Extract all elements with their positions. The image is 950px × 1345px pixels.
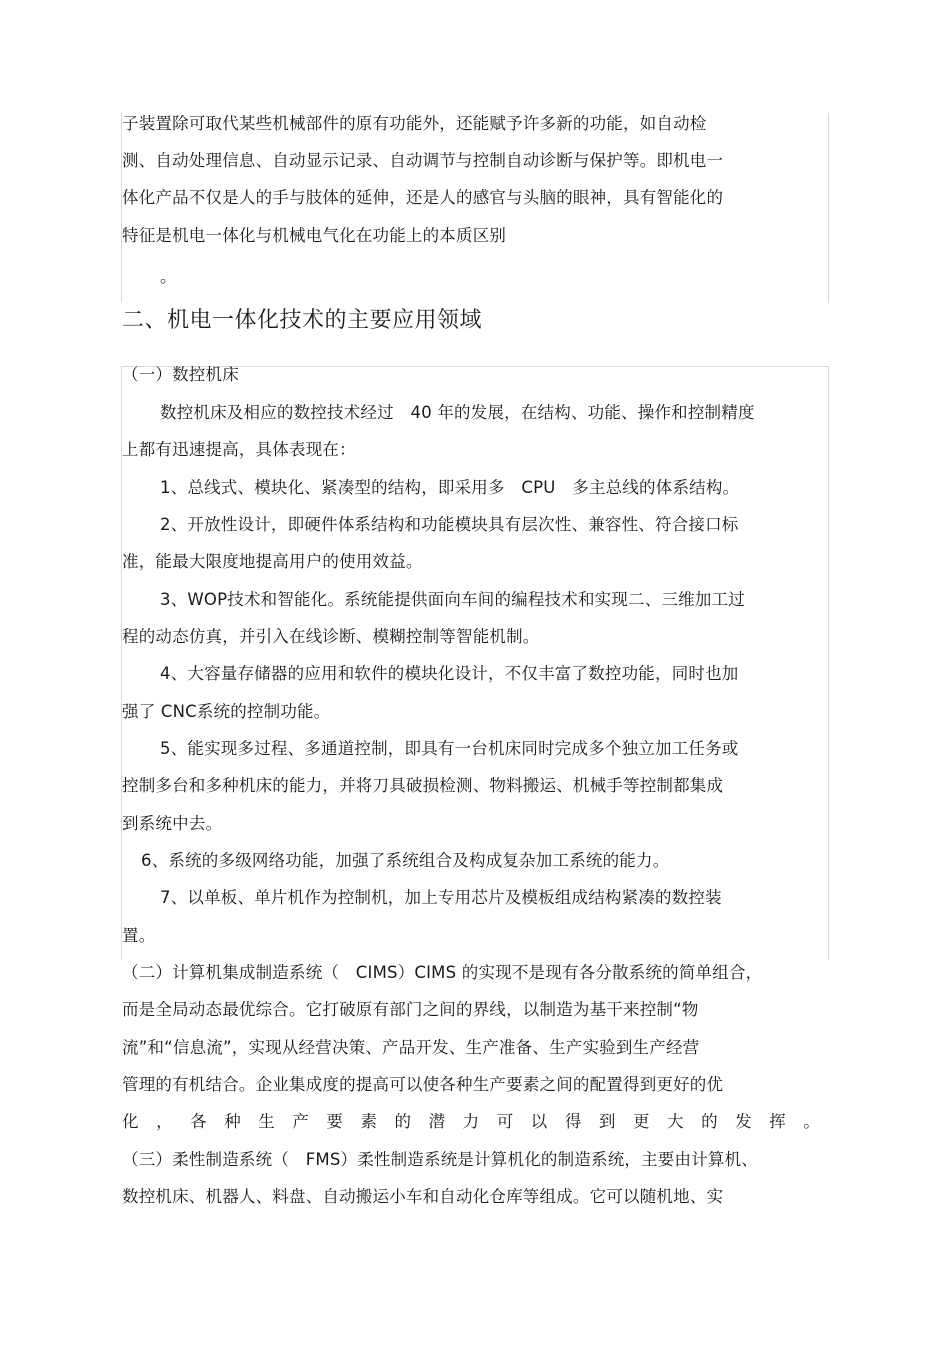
cnc-line: 数控机床及相应的数控技术经过 40 年的发展，在结构、功能、操作和控制精度	[160, 403, 755, 422]
spread-char: 挥	[769, 1112, 786, 1131]
spread-char: 素	[360, 1112, 378, 1131]
cims-line: 流”和“信息流”，实现从经营决策、产品开发、生产准备、生产实验到生产经营	[122, 1038, 700, 1057]
spread-char: 化	[122, 1112, 139, 1131]
intro-line: 测、自动处理信息、自动显示记录、自动调节与控制自动诊断与保护等。即机电一	[122, 151, 724, 170]
cnc-line: 强了 CNC系统的控制功能。	[122, 702, 331, 721]
spread-char: 。	[803, 1112, 820, 1131]
cnc-line: 4、大容量存储器的应用和软件的模块化设计，不仅丰富了数控功能，同时也加	[160, 664, 739, 683]
spread-char: 发	[735, 1112, 752, 1131]
spread-char: 的	[394, 1112, 412, 1131]
fms-line: （三）柔性制造系统（ FMS）柔性制造系统是计算机化的制造系统，主要由计算机、	[122, 1150, 759, 1169]
cims-line: 而是全局动态最优综合。它打破原有部门之间的界线，以制造为基干来控制“物	[122, 1000, 699, 1019]
frame-right-cnc	[828, 366, 829, 960]
spread-char: 生	[258, 1112, 275, 1131]
intro-line: 子装置除可取代某些机械部件的原有功能外，还能赋予许多新的功能，如自动检	[122, 114, 707, 133]
frame-right-top	[828, 113, 829, 303]
spread-char: 可	[496, 1112, 514, 1131]
cnc-line: 准，能最大限度地提高用户的使用效益。	[122, 552, 423, 571]
cnc-line: 3、WOP技术和智能化。系统能提供面向车间的编程技术和实现二、三维加工过	[160, 590, 745, 609]
spread-char: 的	[701, 1112, 718, 1131]
spread-char: 产	[292, 1112, 310, 1131]
spread-char: 以	[530, 1112, 548, 1131]
spread-char: 到	[598, 1112, 616, 1131]
cnc-heading: （一）数控机床	[122, 365, 239, 384]
cims-line: （二）计算机集成制造系统（ CIMS）CIMS 的实现不是现有各分散系统的简单组合，	[122, 963, 763, 982]
intro-line: 特征是机电一体化与机械电气化在功能上的本质区别	[122, 226, 507, 245]
cnc-line: 程的动态仿真，并引入在线诊断、模糊控制等智能机制。	[122, 627, 540, 646]
cnc-line: 1、总线式、模块化、紧凑型的结构，即采用多 CPU 多主总线的体系结构。	[160, 478, 740, 497]
spread-char: 大	[667, 1112, 684, 1131]
spread-char: 种	[224, 1112, 241, 1131]
cims-spread-line	[122, 1111, 820, 1133]
cnc-line: 2、开放性设计，即硬件体系结构和功能模块具有层次性、兼容性、符合接口标	[160, 515, 739, 534]
intro-line: 体化产品不仅是人的手与肢体的延伸，还是人的感官与头脑的眼神，具有智能化的	[122, 188, 724, 207]
cnc-line: 到系统中去。	[122, 814, 223, 833]
cnc-line: 置。	[122, 926, 156, 945]
cims-line: 管理的有机结合。企业集成度的提高可以使各种生产要素之间的配置得到更好的优	[122, 1075, 724, 1094]
spread-char: 更	[632, 1112, 650, 1131]
cnc-line: 控制多台和多种机床的能力，并将刀具破损检测、物料搬运、机械手等控制都集成	[122, 776, 724, 795]
cnc-line: 6、系统的多级网络功能，加强了系统组合及构成复杂加工系统的能力。	[141, 851, 670, 870]
spread-char: 潜	[428, 1112, 446, 1131]
fms-line: 数控机床、机器人、料盘、自动搬运小车和自动化仓库等组成。它可以随机地、实	[122, 1187, 724, 1206]
cnc-line: 上都有迅速提高，具体表现在：	[122, 440, 356, 459]
spread-char: 得	[564, 1112, 582, 1131]
spread-char: 各	[190, 1112, 207, 1131]
section-title: 二、机电一体化技术的主要应用领域	[122, 308, 483, 333]
spread-char: 力	[462, 1112, 480, 1131]
spread-char: 要	[326, 1112, 344, 1131]
intro-period: 。	[160, 267, 177, 286]
spread-char: ，	[156, 1112, 173, 1131]
cnc-line: 7、以单板、单片机作为控制机，加上专用芯片及模板组成结构紧凑的数控装	[160, 888, 722, 907]
cnc-line: 5、能实现多过程、多通道控制，即具有一台机床同时完成多个独立加工任务或	[160, 739, 739, 758]
